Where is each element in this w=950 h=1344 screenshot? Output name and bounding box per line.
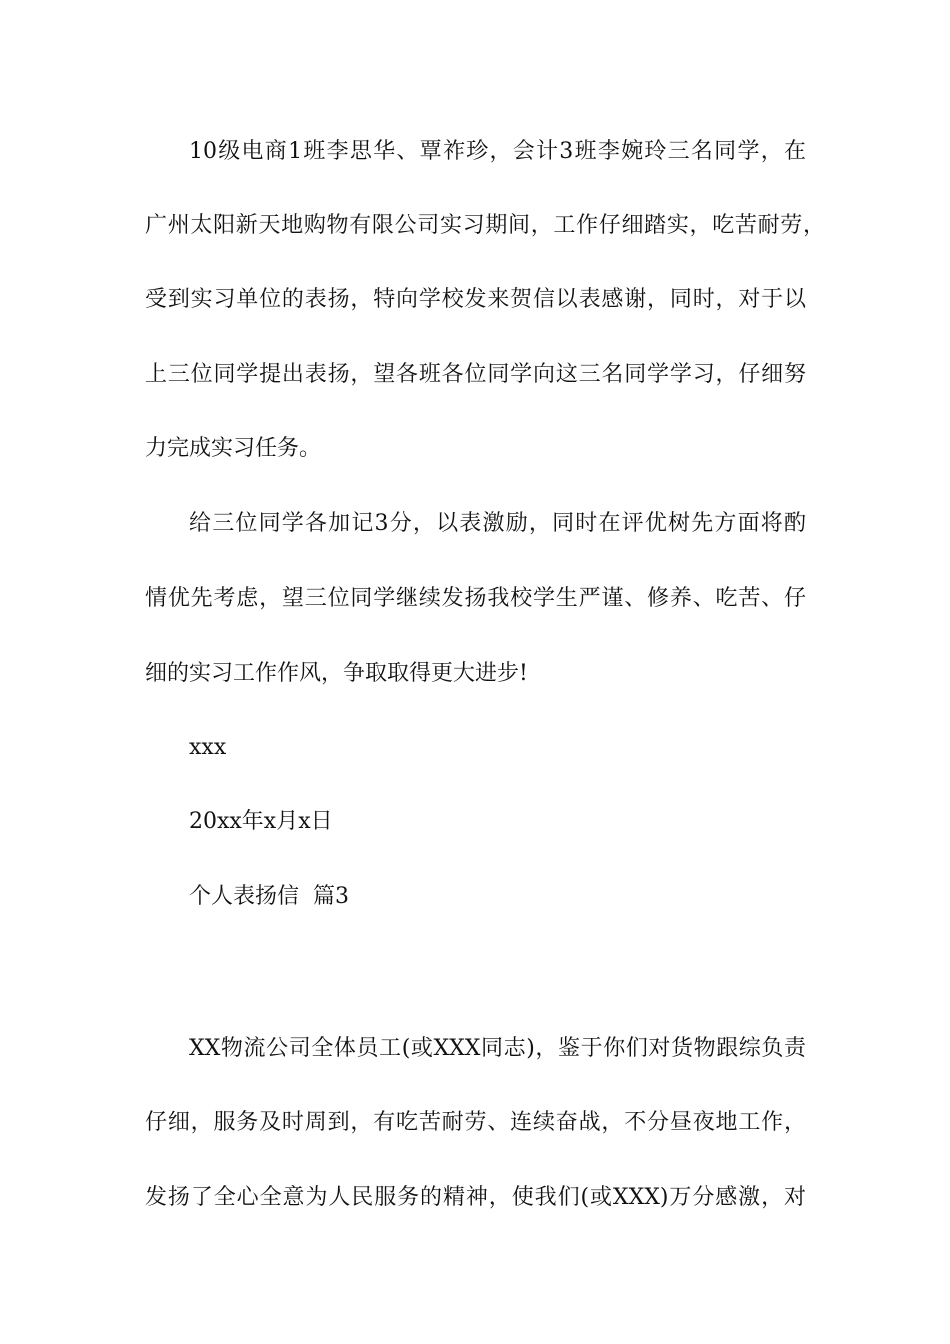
paragraph-3-line-2: 仔细，服务及时周到，有吃苦耐劳、连续奋战，不分昼夜地工作， — [145, 1110, 806, 1135]
date: 20xx年x月x日 — [189, 809, 333, 834]
paragraph-1-line-2: 广州太阳新天地购物有限公司实习期间，工作仔细踏实，吃苦耐劳， — [145, 213, 825, 238]
paragraph-2-line-1: 给三位同学各加记3分，以表激励，同时在评优树先方面将酌 — [189, 511, 806, 536]
paragraph-3-line-3: 发扬了全心全意为人民服务的精神，使我们(或XXX)万分感激，对 — [145, 1185, 806, 1210]
paragraph-1-line-1: 10级电商1班李思华、覃祚珍，会计3班李婉玲三名同学，在 — [189, 139, 806, 164]
paragraph-1-line-5: 力完成实习任务。 — [145, 436, 322, 461]
paragraph-3-line-1: XX物流公司全体员工(或XXX同志)，鉴于你们对货物跟综负责 — [189, 1036, 806, 1061]
paragraph-2-line-3: 细的实习工作作风，争取取得更大进步! — [145, 661, 528, 686]
section-title: 个人表扬信 篇3 — [189, 884, 349, 909]
paragraph-1-line-4: 上三位同学提出表扬，望各班各位同学向这三名同学学习，仔细努 — [145, 362, 806, 387]
paragraph-2-line-2: 情优先考虑，望三位同学继续发扬我校学生严谨、修养、吃苦、仔 — [145, 586, 806, 611]
paragraph-1-line-3: 受到实习单位的表扬，特向学校发来贺信以表感谢，同时，对于以 — [145, 287, 806, 312]
signature: xxx — [189, 735, 227, 760]
